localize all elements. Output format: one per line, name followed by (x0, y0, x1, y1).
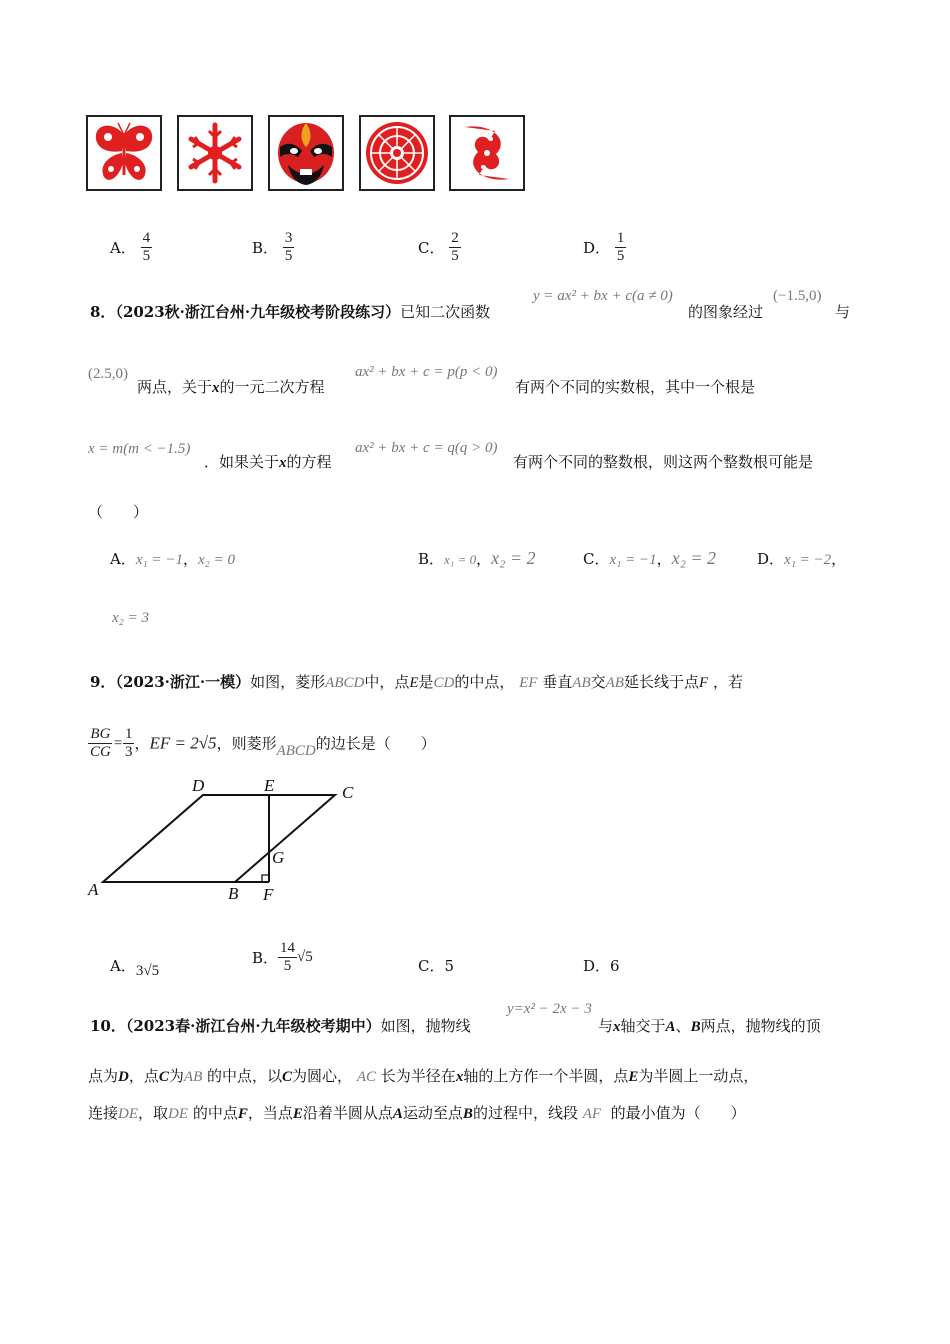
q10-text: 的最小值为（ ） (610, 1104, 746, 1122)
label-a: A (88, 880, 99, 899)
q8-option-c[interactable] (583, 548, 716, 569)
label-d: D (192, 776, 205, 795)
q9-text: 的边长是（ ） (315, 734, 436, 753)
q9-option-a[interactable] (110, 955, 160, 979)
q10-var-x: x (613, 1019, 621, 1035)
q8-option-d-root2: x₂ = 3 (112, 610, 149, 626)
q9-option-c-value: 5 (444, 957, 455, 975)
round-pattern-icon (361, 117, 433, 189)
q9-rhombus-name-2: ABCD (276, 743, 316, 759)
q10-point-b: B (462, 1106, 473, 1122)
q8-option-c-root1: x₁ = −1 (609, 552, 657, 568)
q9-option-a-value: 3√5 (135, 963, 160, 979)
q10-text: 的中点 (192, 1104, 238, 1122)
q10-text: ，取 (138, 1104, 169, 1122)
q10-segment-ac: AC (356, 1069, 377, 1085)
q10-text: 如图，抛物线 (380, 1017, 471, 1035)
q7-option-a-label: A． (110, 239, 136, 257)
numerator: 14 (280, 940, 296, 956)
q10-text: 轴的上方作一个半圆，点 (463, 1067, 629, 1085)
snowflake-papercut-image (177, 115, 253, 191)
q9-option-b[interactable] (252, 940, 313, 975)
q8-var-x: x (212, 380, 220, 396)
q7-option-b[interactable] (252, 230, 294, 265)
fish-icon (451, 117, 523, 189)
q7-option-b-label: B． (252, 239, 279, 257)
q7-option-d[interactable] (583, 230, 626, 265)
round-papercut-image (359, 115, 435, 191)
q9-point-f: F (698, 675, 709, 691)
q8-answer-paren: （ ） (88, 503, 149, 521)
q10-source: （2023春·浙江台州·九年级校考期中） (125, 1017, 381, 1035)
q9-option-c-label: C． (418, 957, 445, 975)
q9-text: 中，点 (364, 673, 410, 691)
q8-option-b-label: B． (418, 550, 445, 568)
q9-option-d-label: D． (583, 957, 611, 975)
q8-line2 (137, 377, 325, 398)
q9-source: （2023·浙江·一模） (115, 673, 251, 691)
q10-line2 (88, 1066, 758, 1087)
q10-point-c: C (158, 1069, 169, 1085)
q9-segment-ab: AB (572, 675, 591, 691)
q9-point-e: E (409, 675, 419, 691)
q8-option-c-root2: x₂ = 2 (671, 548, 717, 568)
q10-point-e: E (628, 1069, 639, 1085)
q10-line3 (88, 1103, 746, 1124)
q9-segment-ab-2: AB (605, 675, 624, 691)
q9-rhombus-name: ABCD (325, 675, 365, 691)
q8-equation-p: ax² + bx + c = p(p < 0) (355, 364, 498, 380)
q10-text: 轴交于 (620, 1017, 666, 1035)
q10-text: 为圆心， (292, 1067, 353, 1085)
q10-text: 点为 (88, 1067, 119, 1085)
numerator: BG (90, 726, 111, 742)
q8-option-d-label: D． (757, 550, 785, 568)
q8-text: 有两个不同的整数根，则这两个整数根可能是 (513, 453, 814, 471)
q9-text: 垂直 (542, 673, 573, 691)
q8-text: 已知二次函数 (400, 303, 491, 321)
q10-point-c: C (282, 1069, 293, 1085)
butterfly-papercut-image (86, 115, 162, 191)
q10-point-e: E (292, 1106, 303, 1122)
q10-text: 长为半径在 (380, 1067, 456, 1085)
denominator: 3 (124, 744, 133, 760)
q10-segment-ab: AB (183, 1069, 203, 1085)
right-angle-mark (262, 875, 269, 882)
q9-text: 如图，菱形 (250, 673, 326, 691)
q7-option-c-label: C． (418, 239, 445, 257)
snowflake-icon (179, 117, 251, 189)
q10-number: 10． (90, 1017, 126, 1035)
q8-root-m: x = m(m < −1.5) (88, 441, 191, 457)
q10-point-a: A (392, 1106, 403, 1122)
label-e: E (264, 776, 275, 795)
q7-option-d-label: D． (583, 239, 611, 257)
q10-point-a: A (665, 1019, 676, 1035)
q9-segment-cd: CD (433, 675, 455, 691)
q9-option-d-value: 6 (610, 957, 620, 975)
denominator: 5 (283, 958, 292, 974)
separator: ， (182, 550, 198, 568)
separator: ， (831, 550, 847, 568)
q9-option-a-label: A． (110, 957, 136, 975)
q8-line3 (204, 452, 332, 473)
q8-option-a-root1: x₁ = −1 (135, 552, 183, 568)
q8-function-formula: y = ax² + bx + c(a ≠ 0) (533, 288, 673, 304)
q10-segment-de-2: DE (168, 1106, 189, 1122)
q8-option-a[interactable] (110, 548, 235, 569)
q10-text: 、 (675, 1017, 691, 1035)
q9-option-d[interactable] (583, 955, 620, 976)
q10-var-x: x (455, 1069, 464, 1085)
q8-point-1: (−1.5,0) (773, 288, 822, 304)
q8-text: 的图象经过 (688, 303, 764, 321)
q8-option-b-root2: x₂ = 2 (491, 548, 536, 568)
q9-text: 的中点， (454, 673, 515, 691)
label-b: B (228, 884, 239, 903)
q10-point-d: D (118, 1069, 129, 1085)
denominator: 5 (616, 248, 625, 264)
q8-text: 的一元二次方程 (219, 378, 325, 396)
q10-text: 与 (598, 1017, 614, 1035)
numerator: 1 (616, 230, 625, 246)
q7-option-a[interactable] (110, 230, 152, 265)
q10-segment-de: DE (118, 1106, 139, 1122)
separator: ， (656, 550, 672, 568)
q8-option-d-root1: x₁ = −2 (784, 552, 832, 568)
q10-text: ，当点 (247, 1104, 293, 1122)
denominator: 5 (284, 248, 293, 264)
q9-line2 (88, 726, 436, 761)
q9-line1 (90, 672, 743, 693)
numerator: 4 (142, 230, 151, 246)
q9-ef-length: EF = 2√5 (149, 733, 217, 753)
q7-option-c[interactable] (418, 230, 461, 265)
q9-text: ，若 (712, 673, 743, 691)
q8-point-2: (2.5,0) (88, 366, 128, 382)
denominator: CG (90, 744, 111, 760)
q10-text: 的中点，以 (207, 1067, 283, 1085)
q10-point-b: B (690, 1019, 701, 1035)
q8-option-b-root1: x₁ = 0 (444, 552, 477, 567)
q8-option-c-label: C． (583, 550, 610, 568)
q7-option-c-fraction (449, 230, 461, 265)
q9-number: 9． (90, 673, 116, 691)
q8-line1 (90, 302, 490, 322)
q9-segment-ef: EF (519, 675, 538, 691)
q10-text: 连接 (88, 1104, 119, 1122)
q9-option-b-radical: √5 (297, 949, 313, 965)
numerator: 3 (284, 230, 293, 246)
q8-number: 8． (90, 303, 116, 321)
q10-line1-rest (598, 1016, 821, 1037)
q10-text: ，点 (128, 1067, 159, 1085)
q10-text: 运动至点 (402, 1104, 463, 1122)
q8-option-a-label: A． (110, 550, 136, 568)
butterfly-icon (88, 117, 160, 189)
q10-text: 沿着半圆从点 (302, 1104, 393, 1122)
q10-text: 的过程中，线段 (472, 1104, 578, 1122)
q10-text: 为半圆上一动点， (638, 1067, 759, 1085)
q9-option-c[interactable] (418, 955, 454, 976)
q9-text: 是 (418, 673, 434, 691)
q8-text: 两点，关于 (137, 378, 213, 396)
q9-text: 延长线于点 (623, 673, 699, 691)
q10-point-f: F (237, 1106, 248, 1122)
opera-mask-image (268, 115, 344, 191)
q8-option-b[interactable] (418, 548, 536, 569)
label-g: G (272, 848, 285, 867)
q8-text: 的方程 (286, 453, 332, 471)
denominator: 5 (142, 248, 151, 264)
numerator: 1 (124, 726, 133, 742)
q8-equation-q: ax² + bx + c = q(q > 0) (355, 440, 498, 456)
q8-source: （2023秋·浙江台州·九年级校考阶段练习） (115, 303, 401, 321)
separator: ， (476, 550, 492, 568)
q9-ratio-value (123, 726, 135, 761)
q9-ratio-fraction (88, 726, 113, 761)
q9-text: ，则菱形 (216, 734, 277, 753)
q8-var-x: x (279, 455, 287, 471)
q10-text: 为 (168, 1067, 184, 1085)
fish-papercut-image (449, 115, 525, 191)
q7-option-b-fraction (283, 230, 295, 265)
q7-option-a-fraction (141, 230, 153, 265)
denominator: 5 (451, 248, 459, 264)
q8-option-d[interactable] (757, 548, 846, 569)
equals: = (112, 735, 123, 752)
q8-option-a-root2: x₂ = 0 (197, 552, 235, 568)
q9-option-b-label: B． (252, 949, 279, 967)
q10-line1 (90, 1016, 471, 1036)
mask-icon (270, 117, 342, 189)
q9-text: 交 (590, 673, 606, 691)
q9-rhombus-figure (80, 770, 380, 910)
q10-text: 两点，抛物线的顶 (700, 1017, 821, 1035)
q8-text: ．如果关于 (204, 453, 280, 471)
q9-option-b-fraction (278, 940, 297, 975)
q8-text: 与 (835, 303, 851, 321)
numerator: 2 (451, 230, 459, 246)
q9-text: ， (134, 734, 150, 753)
q10-segment-af: AF (582, 1106, 602, 1122)
label-f: F (263, 885, 274, 904)
label-c: C (342, 783, 354, 802)
q10-parabola-formula: y=x² − 2x − 3 (507, 1001, 592, 1017)
q7-option-d-fraction (615, 230, 627, 265)
rhombus-abcd (103, 795, 335, 882)
q8-text: 有两个不同的实数根，其中一个根是 (515, 378, 756, 396)
